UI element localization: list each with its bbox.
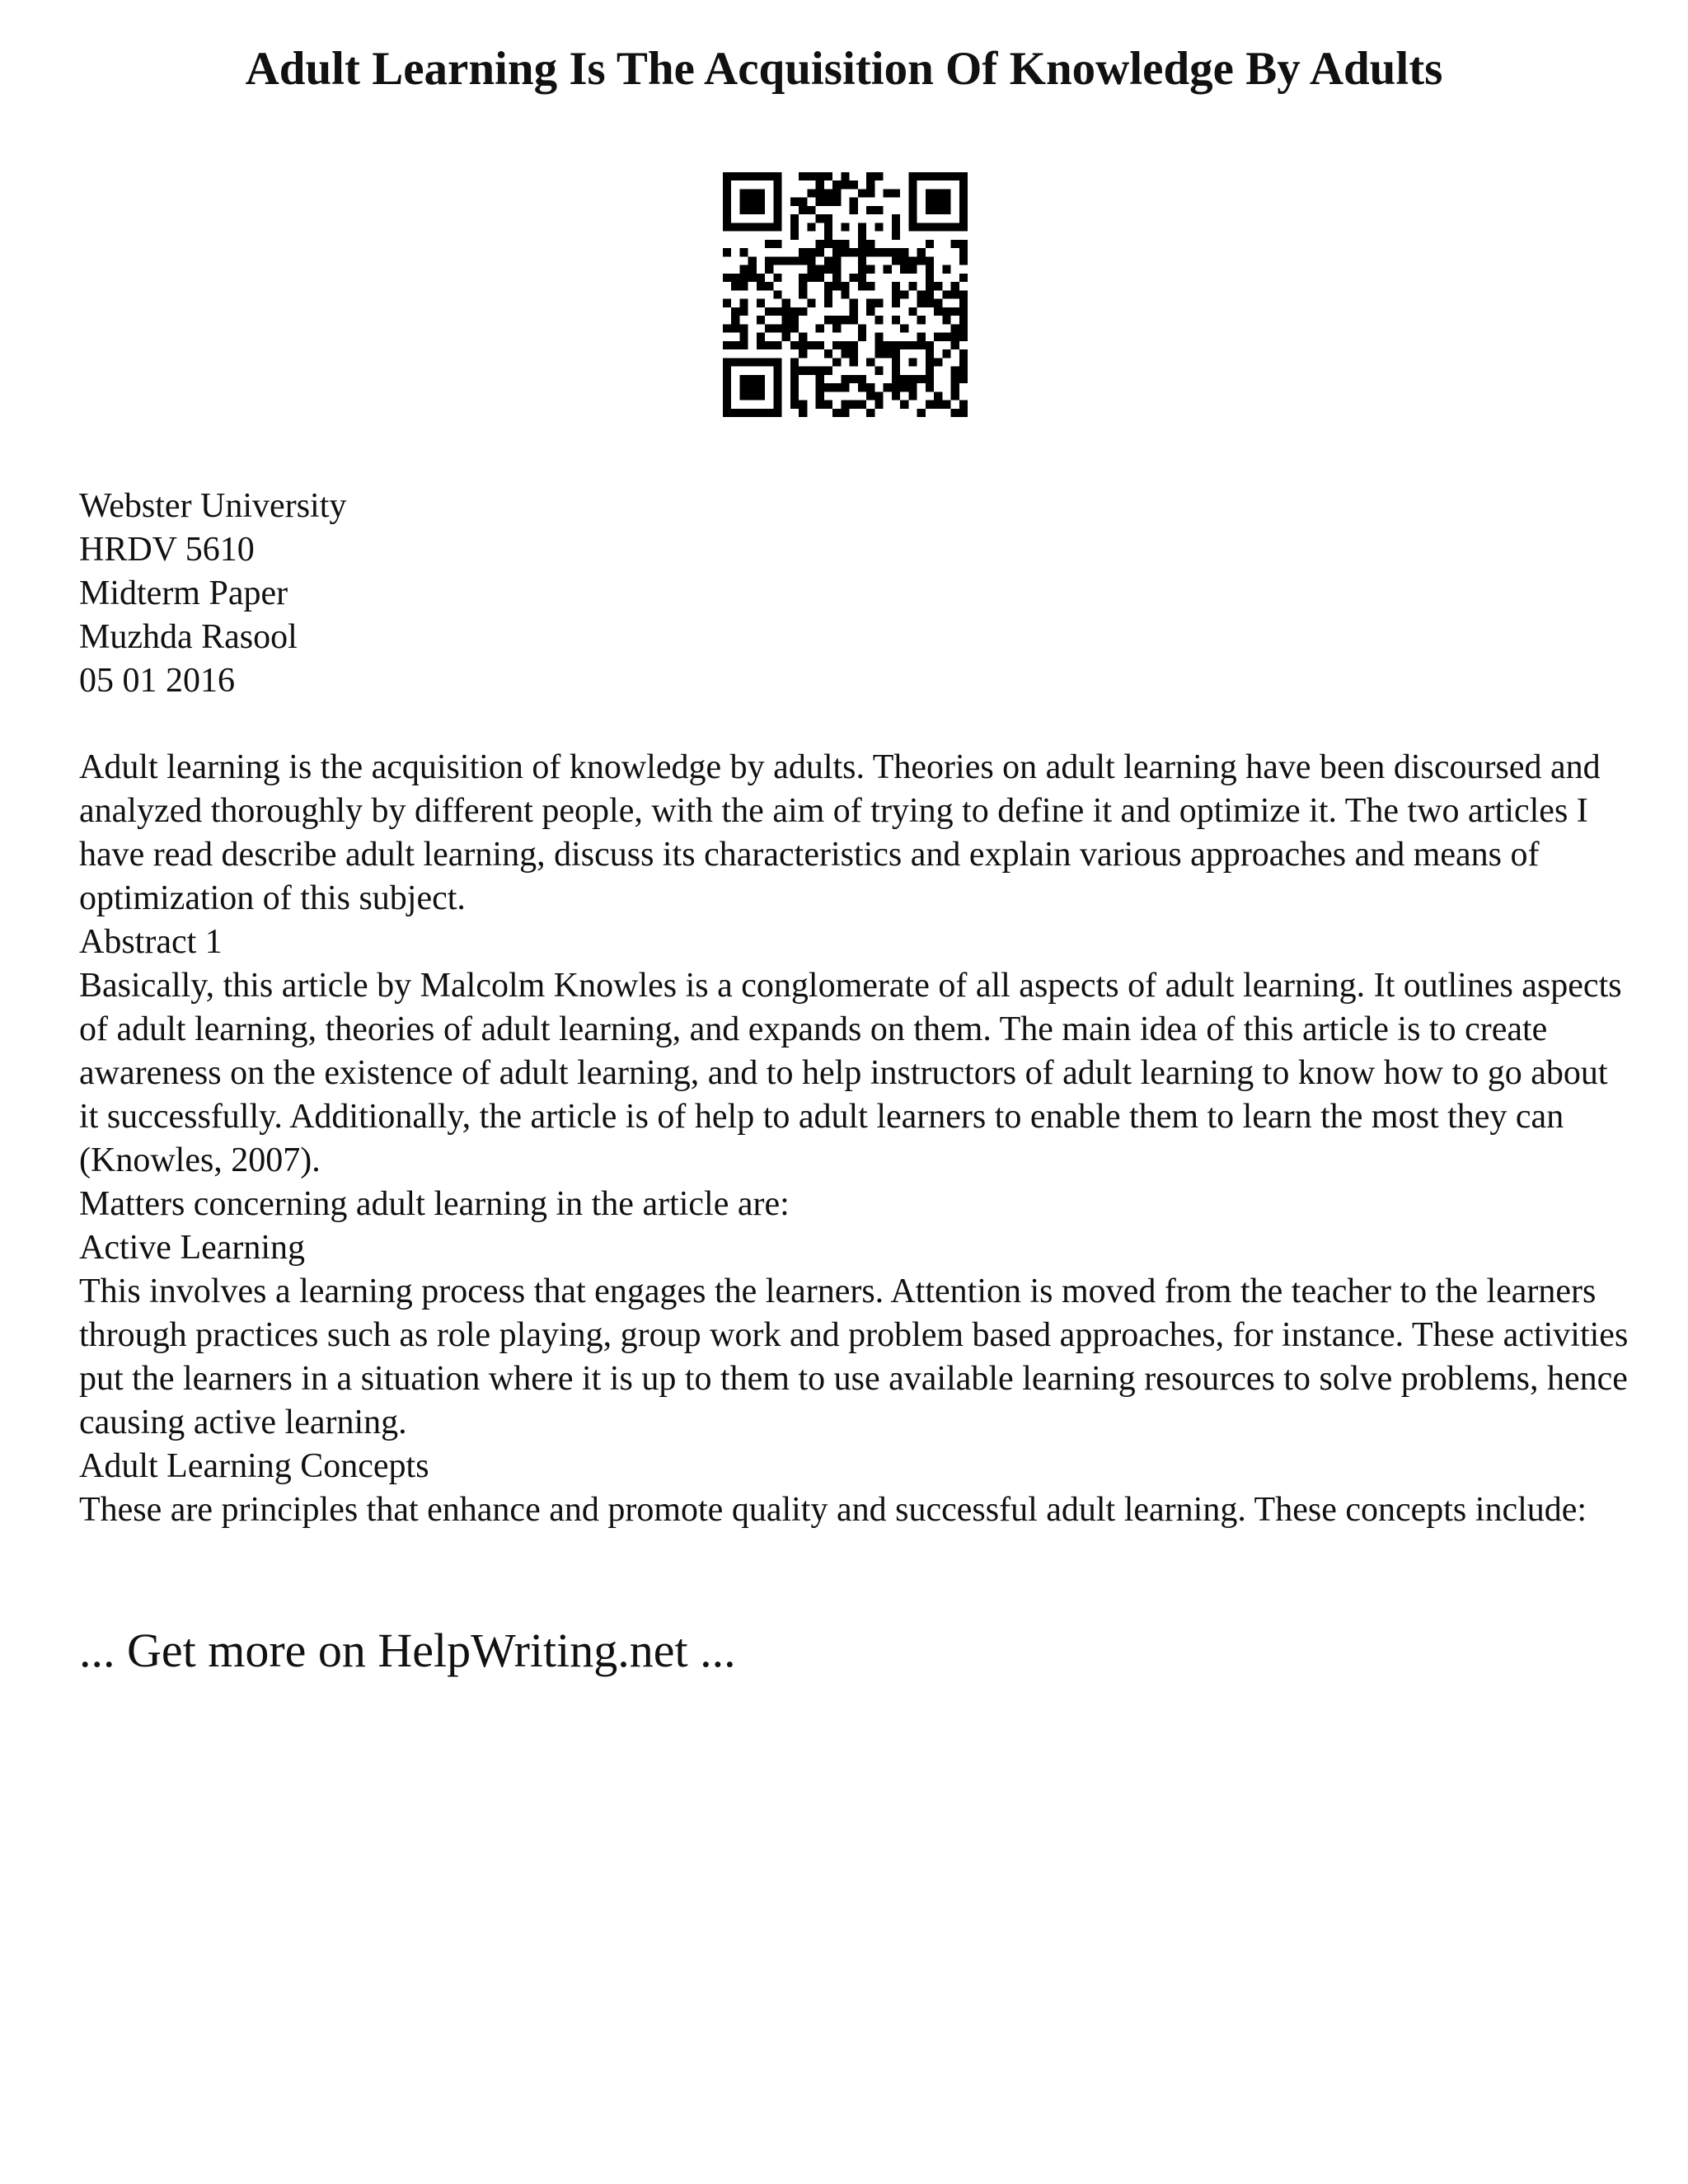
document-body	[79, 746, 1629, 1532]
author-name: Muzhda Rasool	[79, 618, 298, 656]
intro-paragraph: Adult learning is the acquisition of knowledge by adults. Theories on adult learning have been discoursed and analyzed thoroughly by different people, with the aim of trying to define it and optimize it. The two articles I have read describe adult learning, discuss its characteristics and explain various approaches and means of optimization of this subject.	[79, 748, 1601, 917]
active-learning-paragraph: This involves a learning process that engages the learners. Attention is moved from the teacher to the learners through practices such as role playing, group work and problem based approaches, for instance. These activities put the learners in a situation where it is up to them to use available learning resources to solve problems, hence causing active learning.	[79, 1272, 1629, 1441]
qr-code-icon[interactable]	[723, 172, 968, 417]
course-code: HRDV 5610	[79, 531, 255, 569]
abstract-1-paragraph: Basically, this article by Malcolm Knowles is a conglomerate of all aspects of adult learning. It outlines aspects of adult learning, theories of adult learning, and expands on them. The main idea of this article is to create awareness on the existence of adult learning, and to help instructors of adult learning to know how to go about it successfully. Additionally, the article is of help to adult learners to enable them to learn the most they can (Knowles, 2007).	[79, 967, 1622, 1179]
matters-lead-in: Matters concerning adult learning in the article are:	[79, 1185, 790, 1223]
paper-type: Midterm Paper	[79, 574, 288, 612]
section-heading-active-learning: Active Learning	[79, 1229, 306, 1267]
document-title: Adult Learning Is The Acquisition Of Knowledge By Adults	[245, 43, 1443, 95]
document-header	[79, 485, 346, 703]
section-heading-abstract-1: Abstract 1	[79, 923, 223, 961]
get-more-link[interactable]: ... Get more on HelpWriting.net ...	[79, 1624, 736, 1677]
institution-name: Webster University	[79, 487, 347, 525]
section-heading-adult-learning-concepts: Adult Learning Concepts	[79, 1447, 429, 1485]
paper-date: 05 01 2016	[79, 662, 235, 700]
concepts-paragraph: These are principles that enhance and promote quality and successful adult learning. These concepts include:	[79, 1491, 1587, 1529]
